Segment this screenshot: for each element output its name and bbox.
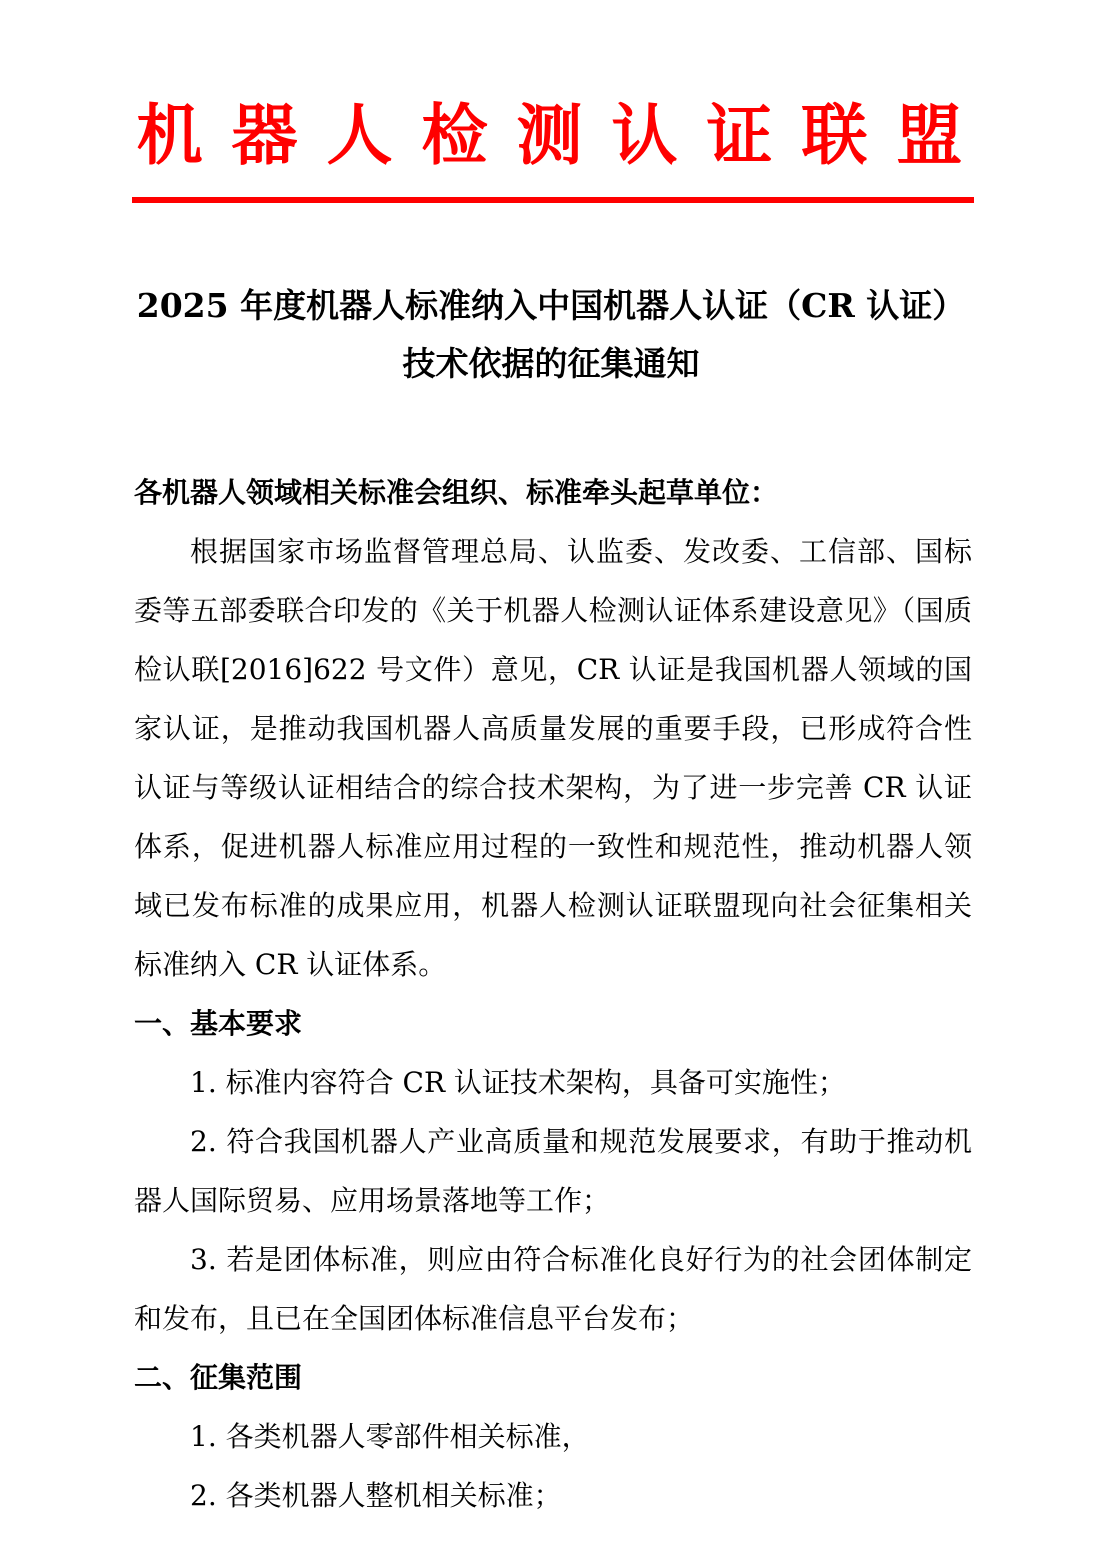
letterhead-org-name: 机 器 人 检 测 认 证 联 盟 <box>136 97 966 174</box>
list-item: 1. 标准内容符合 CR 认证技术架构，具备可实施性； <box>190 1066 846 1100</box>
document-title-line2: 技术依据的征集通知 <box>402 344 700 384</box>
document-body <box>134 463 972 1525</box>
list-item: 2. 符合我国机器人产业高质量和规范发展要求，有助于推动机器人国际贸易、应用场景落地等工作； <box>134 1125 972 1218</box>
intro-paragraph: 根据国家市场监督管理总局、认监委、发改委、工信部、国标委等五部委联合印发的《关于机器人检测认证体系建设意见》（国质检认联[2016]622 号文件）意见，CR 认证是我国机器人领域的国家认证，是推动我国机器人高质量发展的重要手段，已形成符合性认证与等级认证相结合的综合技术架构，为了进一步完善 CR 认证体系，促进机器人标准应用过程的一致性和规范性，推动机器人领域已发布标准的成果应用，机器人检测认证联盟现向社会征集相关标准纳入 CR 认证体系。 <box>134 535 972 982</box>
list-item: 2. 各类机器人整机相关标准； <box>190 1479 562 1513</box>
list-item: 3. 若是团体标准，则应由符合标准化良好行为的社会团体制定和发布，且已在全国团体标准信息平台发布； <box>134 1243 972 1336</box>
letterhead-divider <box>132 197 974 203</box>
document-title-line1: 2025 年度机器人标准纳入中国机器人认证（CR 认证） <box>136 286 966 326</box>
list-item: 1. 各类机器人零部件相关标准， <box>190 1420 590 1454</box>
section-heading-collection-scope: 二、征集范围 <box>134 1361 303 1395</box>
salutation-line: 各机器人领域相关标准会组织、标准牵头起草单位： <box>134 476 779 510</box>
document-title <box>0 277 1102 393</box>
section-heading-basic-requirements: 一、基本要求 <box>134 1007 303 1041</box>
